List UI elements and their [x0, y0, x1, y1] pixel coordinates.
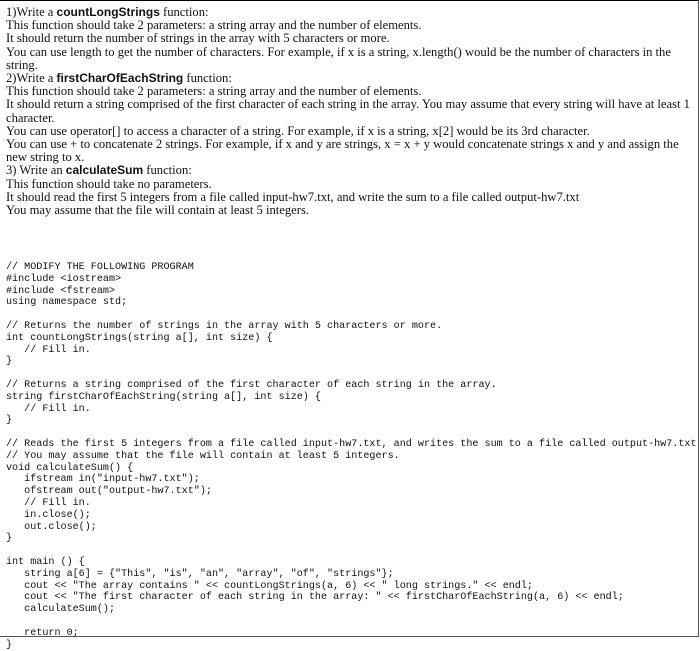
task-2-heading: 2)Write a firstCharOfEachString function:	[6, 72, 694, 85]
task-2-line-1: This function should take 2 parameters: a string array and the number of elements.	[6, 85, 694, 98]
code-line: cout << "The array contains " << countLongStrings(a, 6) << " long strings." << endl;	[6, 581, 696, 593]
code-line	[6, 427, 696, 439]
code-line: }	[6, 533, 696, 545]
task-2-function-name: firstCharOfEachString	[57, 71, 184, 85]
task-3-line-3: You may assume that the file will contain at least 5 integers.	[6, 204, 694, 217]
code-line: int countLongStrings(string a[], int size) {	[6, 333, 696, 345]
code-line: // Returns a string comprised of the first character of each string in the array.	[6, 380, 696, 392]
code-line: // Returns the number of strings in the array with 5 characters or more.	[6, 321, 696, 333]
code-line	[6, 616, 696, 628]
task-2-line-4: You can use + to concatenate 2 strings. For example, if x and y are strings, x = x + y would concatenate strings x and y and assign the new string to x.	[6, 138, 694, 164]
task-1-line-1: This function should take 2 parameters: a string array and the number of elements.	[6, 19, 694, 32]
code-line: }	[6, 640, 696, 651]
task-1-line-2: It should return the number of strings in the array with 5 characters or more.	[6, 32, 694, 45]
code-line: }	[6, 415, 696, 427]
code-line: out.close();	[6, 522, 696, 534]
task-1-function-name: countLongStrings	[57, 5, 160, 19]
code-line: int main () {	[6, 557, 696, 569]
code-listing	[6, 262, 696, 651]
task-3-line-1: This function should take no parameters.	[6, 178, 694, 191]
code-line: // You may assume that the file will contain at least 5 integers.	[6, 451, 696, 463]
code-line: return 0;	[6, 628, 696, 640]
code-line: calculateSum();	[6, 604, 696, 616]
code-line: using namespace std;	[6, 297, 696, 309]
code-line: string firstCharOfEachString(string a[], int size) {	[6, 392, 696, 404]
code-line: // Fill in.	[6, 404, 696, 416]
code-line: in.close();	[6, 510, 696, 522]
code-line: // Reads the first 5 integers from a file called input-hw7.txt, and writes the sum to a file called output-hw7.txt	[6, 439, 696, 451]
code-line: // MODIFY THE FOLLOWING PROGRAM	[6, 262, 696, 274]
task-3-heading: 3) Write an calculateSum function:	[6, 164, 694, 177]
code-line: string a[6] = {"This", "is", "an", "array", "of", "strings"};	[6, 569, 696, 581]
code-line: ofstream out("output-hw7.txt");	[6, 486, 696, 498]
task-3-function-name: calculateSum	[66, 163, 143, 177]
code-line: ifstream in("input-hw7.txt");	[6, 474, 696, 486]
code-line	[6, 545, 696, 557]
code-line: // Fill in.	[6, 345, 696, 357]
assignment-instructions	[6, 6, 694, 217]
task-2-line-3: You can use operator[] to access a character of a string. For example, if x is a string, x[2] would be its 3rd character.	[6, 125, 694, 138]
code-line: #include <iostream>	[6, 274, 696, 286]
code-line: }	[6, 356, 696, 368]
task-1-heading: 1)Write a countLongStrings function:	[6, 6, 694, 19]
code-line	[6, 368, 696, 380]
code-line: // Fill in.	[6, 498, 696, 510]
task-2-line-2: It should return a string comprised of the first character of each string in the array. You may assume that every string will have at least 1 character.	[6, 98, 694, 124]
task-3-line-2: It should read the first 5 integers from a file called input-hw7.txt, and write the sum to a file called output-hw7.txt	[6, 191, 694, 204]
code-line: #include <fstream>	[6, 286, 696, 298]
code-line	[6, 309, 696, 321]
code-line: void calculateSum() {	[6, 463, 696, 475]
code-line: cout << "The first character of each string in the array: " << firstCharOfEachString(a, 6) << endl;	[6, 592, 696, 604]
task-1-line-3: You can use length to get the number of characters. For example, if x is a string, x.length() would be the number of characters in the string.	[6, 46, 694, 72]
